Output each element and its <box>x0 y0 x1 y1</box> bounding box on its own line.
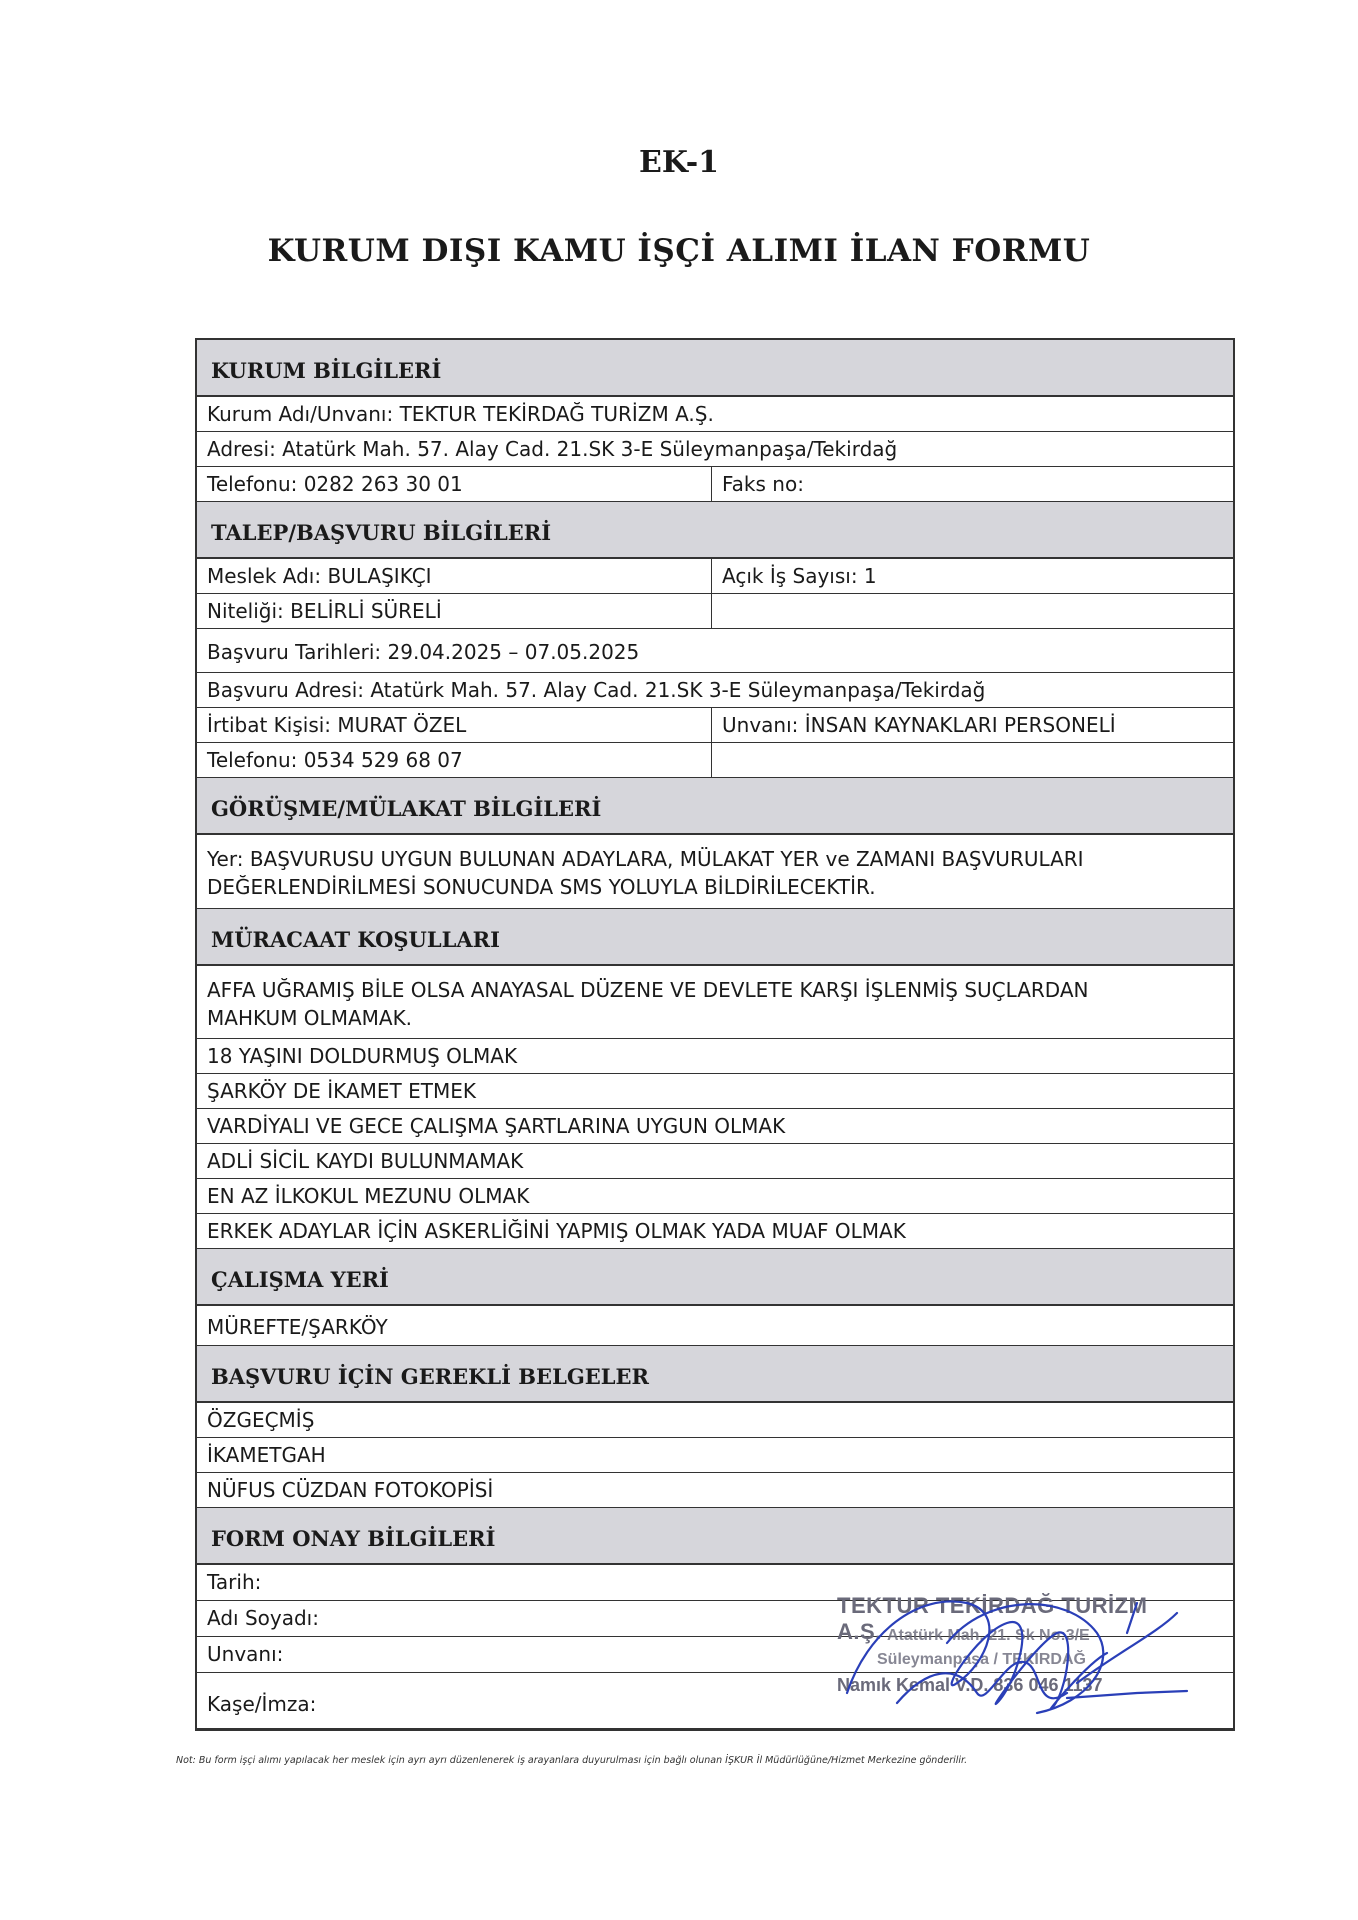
institution-phone: Telefonu: 0282 263 30 01 <box>197 467 712 501</box>
contact-phone: Telefonu: 0534 529 68 07 <box>197 743 712 777</box>
application-dates: Başvuru Tarihleri: 29.04.2025 – 07.05.2025 <box>197 629 1233 673</box>
empty-cell <box>712 743 1233 777</box>
contact-person-row <box>197 708 1233 743</box>
application-form <box>195 338 1235 1731</box>
condition-item: VARDİYALI VE GECE ÇALIŞMA ŞARTLARINA UYGUN OLMAK <box>197 1109 1233 1144</box>
work-place: MÜREFTE/ŞARKÖY <box>197 1306 1233 1346</box>
section-gorusme-heading: GÖRÜŞME/MÜLAKAT BİLGİLERİ <box>197 778 1233 835</box>
section-talep-heading: TALEP/BAŞVURU BİLGİLERİ <box>197 502 1233 559</box>
approval-area <box>197 1565 1233 1729</box>
institution-contact-row <box>197 467 1233 502</box>
approval-title: Unvanı: <box>197 1637 1233 1673</box>
contact-phone-row <box>197 743 1233 778</box>
condition-item: AFFA UĞRAMIŞ BİLE OLSA ANAYASAL DÜZENE VE DEVLETE KARŞI İŞLENMİŞ SUÇLARDAN MAHKUM OLMAMAK. <box>197 966 1233 1039</box>
job-quality: Niteliği: BELİRLİ SÜRELİ <box>197 594 712 628</box>
document-item: İKAMETGAH <box>197 1438 1233 1473</box>
application-address: Başvuru Adresi: Atatürk Mah. 57. Alay Cad. 21.SK 3-E Süleymanpaşa/Tekirdağ <box>197 673 1233 708</box>
contact-title: Unvanı: İNSAN KAYNAKLARI PERSONELİ <box>722 713 1116 737</box>
empty-cell <box>712 594 1233 628</box>
section-muracaat-heading: MÜRACAAT KOŞULLARI <box>197 909 1233 966</box>
occupation-name: Meslek Adı: BULAŞIKÇI <box>197 559 712 593</box>
condition-item: 18 YAŞINI DOLDURMUŞ OLMAK <box>197 1039 1233 1074</box>
section-kurum-heading: KURUM BİLGİLERİ <box>197 340 1233 397</box>
stamp-line: Namık Kemal V.D. 836 046 1137 <box>837 1675 1103 1695</box>
institution-name: Kurum Adı/Unvanı: TEKTUR TEKİRDAĞ TURİZM A.Ş. <box>197 397 1233 432</box>
institution-address: Adresi: Atatürk Mah. 57. Alay Cad. 21.SK 3-E Süleymanpaşa/Tekirdağ <box>197 432 1233 467</box>
handwritten-signature <box>837 1573 1197 1753</box>
condition-item: EN AZ İLKOKUL MEZUNU OLMAK <box>197 1179 1233 1214</box>
quality-row <box>197 594 1233 629</box>
condition-item: ADLİ SİCİL KAYDI BULUNMAMAK <box>197 1144 1233 1179</box>
document-title: KURUM DIŞI KAMU İŞÇİ ALIMI İLAN FORMU <box>267 233 1091 269</box>
document-item: ÖZGEÇMİŞ <box>197 1403 1233 1438</box>
section-onay-heading: FORM ONAY BİLGİLERİ <box>197 1508 1233 1565</box>
contact-person: İrtibat Kişisi: MURAT ÖZEL <box>197 708 712 742</box>
interview-info: Yer: BAŞVURUSU UYGUN BULUNAN ADAYLARA, MÜLAKAT YER ve ZAMANI BAŞVURULARI DEĞERLENDİRİLMESİ SONUCUNDA SMS YOLUYLA BİLDİRİLECEKTİR. <box>197 835 1233 909</box>
document-code: EK-1 <box>638 145 720 180</box>
open-positions: Açık İş Sayısı: 1 <box>722 564 877 588</box>
occupation-row <box>197 559 1233 594</box>
company-stamp <box>837 1593 1167 1743</box>
stamp-line: Süleymanpaşa / TEKİRDAĞ <box>877 1651 1086 1668</box>
institution-fax: Faks no: <box>722 472 804 496</box>
stamp-line: TEKTUR TEKİRDAĞ TURİZM A.Ş. <box>837 1593 1148 1644</box>
footnote: Not: Bu form işçi alımı yapılacak her meslek için ayrı ayrı düzenlenerek iş arayanlara duyurulması için bağlı olunan İŞKUR İl Müdürlüğüne/Hizmet Merkezine gönderilir. <box>176 1755 968 1766</box>
section-belgeler-heading: BAŞVURU İÇİN GEREKLİ BELGELER <box>197 1346 1233 1403</box>
document-item: NÜFUS CÜZDAN FOTOKOPİSİ <box>197 1473 1233 1508</box>
stamp-line: Atatürk Mah. 21. Sk No:3/E <box>887 1627 1090 1644</box>
condition-item: ŞARKÖY DE İKAMET ETMEK <box>197 1074 1233 1109</box>
approval-name: Adı Soyadı: <box>197 1601 1233 1637</box>
section-calisma-heading: ÇALIŞMA YERİ <box>197 1249 1233 1306</box>
approval-stamp-sign: Kaşe/İmza: <box>197 1673 1233 1729</box>
approval-date: Tarih: <box>197 1565 1233 1601</box>
condition-item: ERKEK ADAYLAR İÇİN ASKERLİĞİNİ YAPMIŞ OLMAK YADA MUAF OLMAK <box>197 1214 1233 1249</box>
